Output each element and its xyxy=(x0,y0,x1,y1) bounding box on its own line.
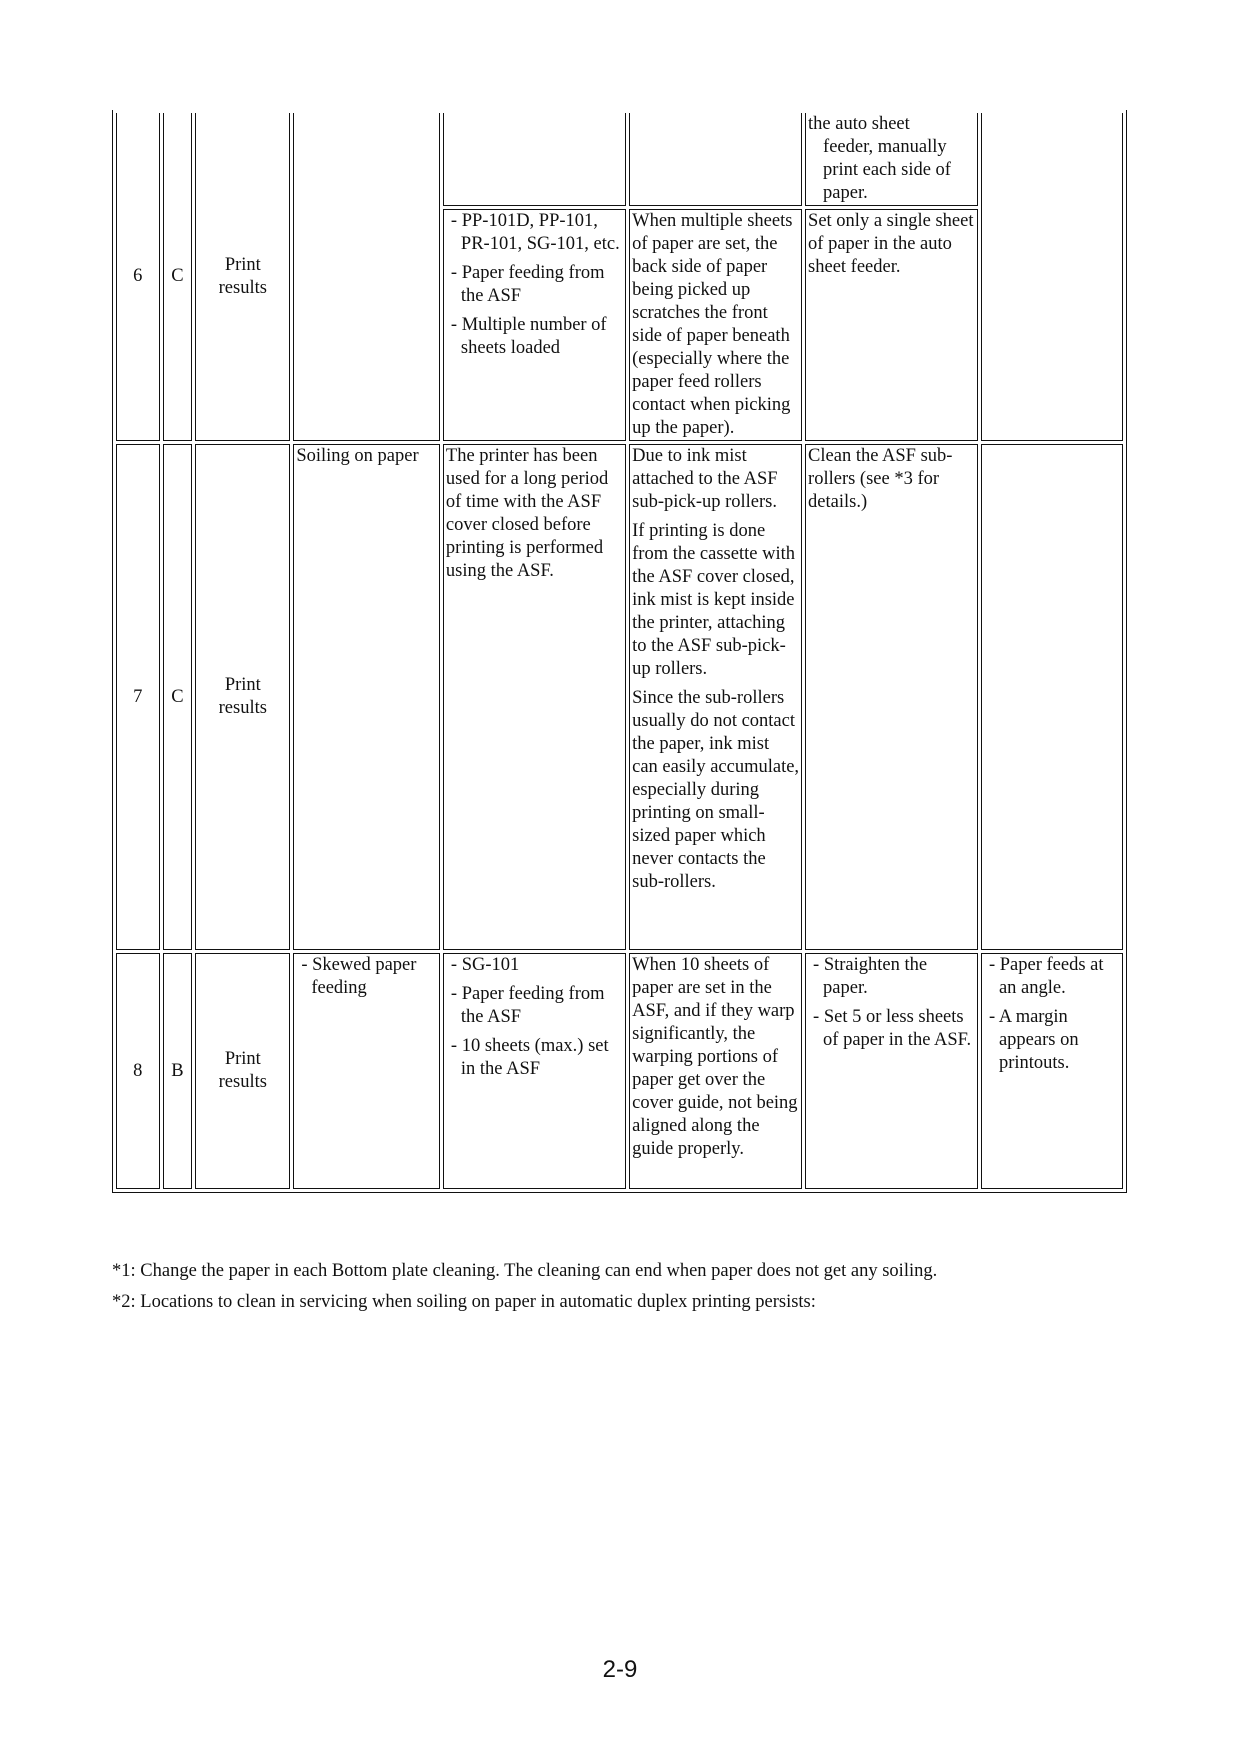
rank-cell: B xyxy=(163,953,193,1189)
cause-cell: Due to ink mist attached to the ASF sub-pick-up rollers. If printing is done from the cassette with the ASF cover closed, ink mist is kept inside the printer, attaching to the ASF sub-pick-up rollers. Since the sub-rollers usually do not contact the paper, ink mist can easily accumulate, especially during printing on small-sized paper which never contacts the sub-rollers. xyxy=(629,444,802,950)
details-cell xyxy=(981,444,1123,950)
type-cell: Print results xyxy=(195,444,290,950)
details-cell xyxy=(981,953,1123,1189)
row-number-cell: 8 xyxy=(116,953,160,1189)
conditions-cell-continued xyxy=(443,113,626,206)
row-number-cell: 7 xyxy=(116,444,160,950)
row-number-cell: 6 xyxy=(116,113,160,441)
countermeasure-cell-continued: the auto sheet feeder, manually print each side of paper. xyxy=(805,113,978,206)
countermeasure-cell xyxy=(805,953,978,1189)
footnote-1: *1: Change the paper in each Bottom plate cleaning. The cleaning can end when paper does not get any soiling. xyxy=(112,1261,938,1281)
list-item: - PP-101D, PP-101, PR-101, SG-101, etc. xyxy=(450,211,620,254)
footnote-2: *2: Locations to clean in servicing when soiling on paper in automatic duplex printing persists: xyxy=(112,1292,816,1312)
list-item: - 10 sheets (max.) set in the ASF xyxy=(450,1036,609,1079)
table-row xyxy=(116,953,1123,1189)
rank-cell: C xyxy=(163,444,193,950)
footnotes xyxy=(112,1259,1152,1321)
type-cell: Print results xyxy=(195,953,290,1189)
cause-cell-continued xyxy=(629,113,802,206)
phenomenon-cell xyxy=(293,113,440,441)
list-item: - Paper feeds at an angle. xyxy=(988,955,1104,998)
list-item: - Multiple number of sheets loaded xyxy=(450,315,607,358)
list-item: - Set 5 or less sheets of paper in the ASF. xyxy=(813,1007,972,1050)
troubleshooting-table xyxy=(112,110,1127,1193)
details-cell xyxy=(981,113,1123,441)
rank-cell: C xyxy=(163,113,193,441)
list-item: - SG-101 xyxy=(450,955,520,975)
list-item: - Paper feeding from the ASF xyxy=(450,263,605,306)
cause-cell: When multiple sheets of paper are set, the back side of paper being picked up scratches the front side of paper beneath (especially where the paper feed rollers contact when picking up the paper). xyxy=(629,209,802,441)
phenomenon-cell xyxy=(293,953,440,1189)
table-row xyxy=(116,113,1123,206)
phenomenon-cell: Soiling on paper xyxy=(293,444,440,950)
list-item: - Paper feeding from the ASF xyxy=(450,984,605,1027)
countermeasure-cell: Clean the ASF sub-rollers (see *3 for details.) xyxy=(805,444,978,950)
conditions-cell xyxy=(443,953,626,1189)
type-cell: Print results xyxy=(195,113,290,441)
conditions-cell: The printer has been used for a long period of time with the ASF cover closed before printing is performed using the ASF. xyxy=(443,444,626,950)
countermeasure-cell: Set only a single sheet of paper in the auto sheet feeder. xyxy=(805,209,978,441)
cause-cell: When 10 sheets of paper are set in the ASF, and if they warp significantly, the warping portions of paper get over the cover guide, not being aligned along the guide properly. xyxy=(629,953,802,1189)
page-number: 2-9 xyxy=(602,1656,638,1683)
list-item: - Straighten the paper. xyxy=(813,955,928,998)
conditions-cell xyxy=(443,209,626,441)
table-row xyxy=(116,444,1123,950)
list-item: - Skewed paper feeding xyxy=(301,955,417,998)
list-item: - A margin appears on printouts. xyxy=(988,1007,1079,1073)
